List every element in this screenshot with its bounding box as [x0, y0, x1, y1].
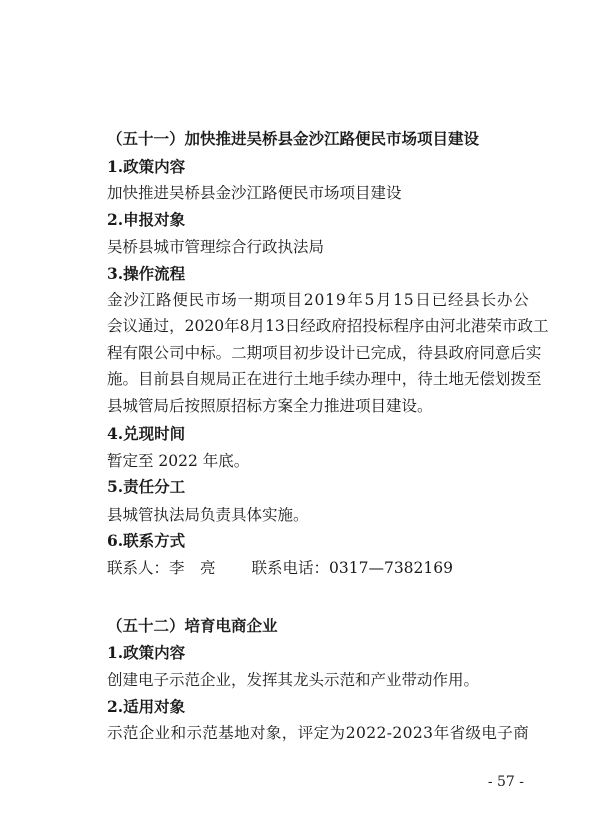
contact-person: 联系人：李 亮 — [107, 559, 216, 577]
section-51-heading-5: 5.责任分工 — [107, 477, 186, 496]
section-51-heading-1: 1.政策内容 — [107, 157, 186, 176]
section-51-para-4: 暂定至 2022 年底。 — [107, 452, 250, 470]
section-52-para-1: 创建电子示范企业，发挥其龙头示范和产业带动作用。 — [107, 671, 480, 689]
section-51-heading-3: 3.操作流程 — [107, 264, 186, 283]
section-51-heading-4: 4.兑现时间 — [107, 424, 186, 443]
section-52-para-2: 示 范 企 业 和 示 范 基 地 对 象 ， 评 定 为 2 0 2 2 - 2 0 2 3 年 省 级 电 子 商 — [107, 724, 529, 742]
section-51-para-3-line-4: 施 。 目 前 县 自 规 局 正 在 进 行 土 地 手 续 办 理 中 ， 待 土 地 无 偿 划 拨 至 — [107, 370, 542, 388]
section-52-heading-1: 1.政策内容 — [107, 643, 186, 662]
section-52-heading-2: 2.适用对象 — [107, 697, 186, 716]
section-51-para-2: 吴桥县城市管理综合行政执法局 — [107, 238, 325, 256]
contact-phone: 联系电话：0317—7382169 — [251, 559, 453, 577]
contact-line — [107, 558, 453, 578]
section-51-para-3-line-3: 程 有 限 公 司 中 标 。 二 期 项 目 初 步 设 计 已 完 成 ， 待 县 政 府 同 意 后 实 — [107, 344, 542, 362]
section-51-heading-6: 6.联系方式 — [107, 531, 186, 550]
page-number: - 57 - — [487, 774, 524, 790]
section-51-title: （五十一）加快推进吴桥县金沙江路便民市场项目建设 — [107, 129, 480, 148]
section-51-para-5: 县城管执法局负责具体实施。 — [107, 506, 309, 524]
section-51-para-3-line-1: 金 沙 江 路 便 民 市 场 一 期 项 目 2 0 1 9 年 5 月 1 5 日 已 经 县 长 办 公 — [107, 291, 529, 309]
section-51-para-3-line-5: 县城管局后按照原招标方案全力推进项目建设。 — [107, 397, 433, 415]
section-51-heading-2: 2.申报对象 — [107, 210, 186, 229]
section-52-title: （五十二）培育电商企业 — [107, 616, 278, 635]
section-51-para-1: 加快推进吴桥县金沙江路便民市场项目建设 — [107, 184, 402, 202]
section-51-para-3-line-2: 会 议 通 过 ， 2 0 2 0 年 8 月 1 3 日 经 政 府 招 投 标 程 序 由 河 北 港 荣 市 政 工 — [107, 317, 549, 335]
